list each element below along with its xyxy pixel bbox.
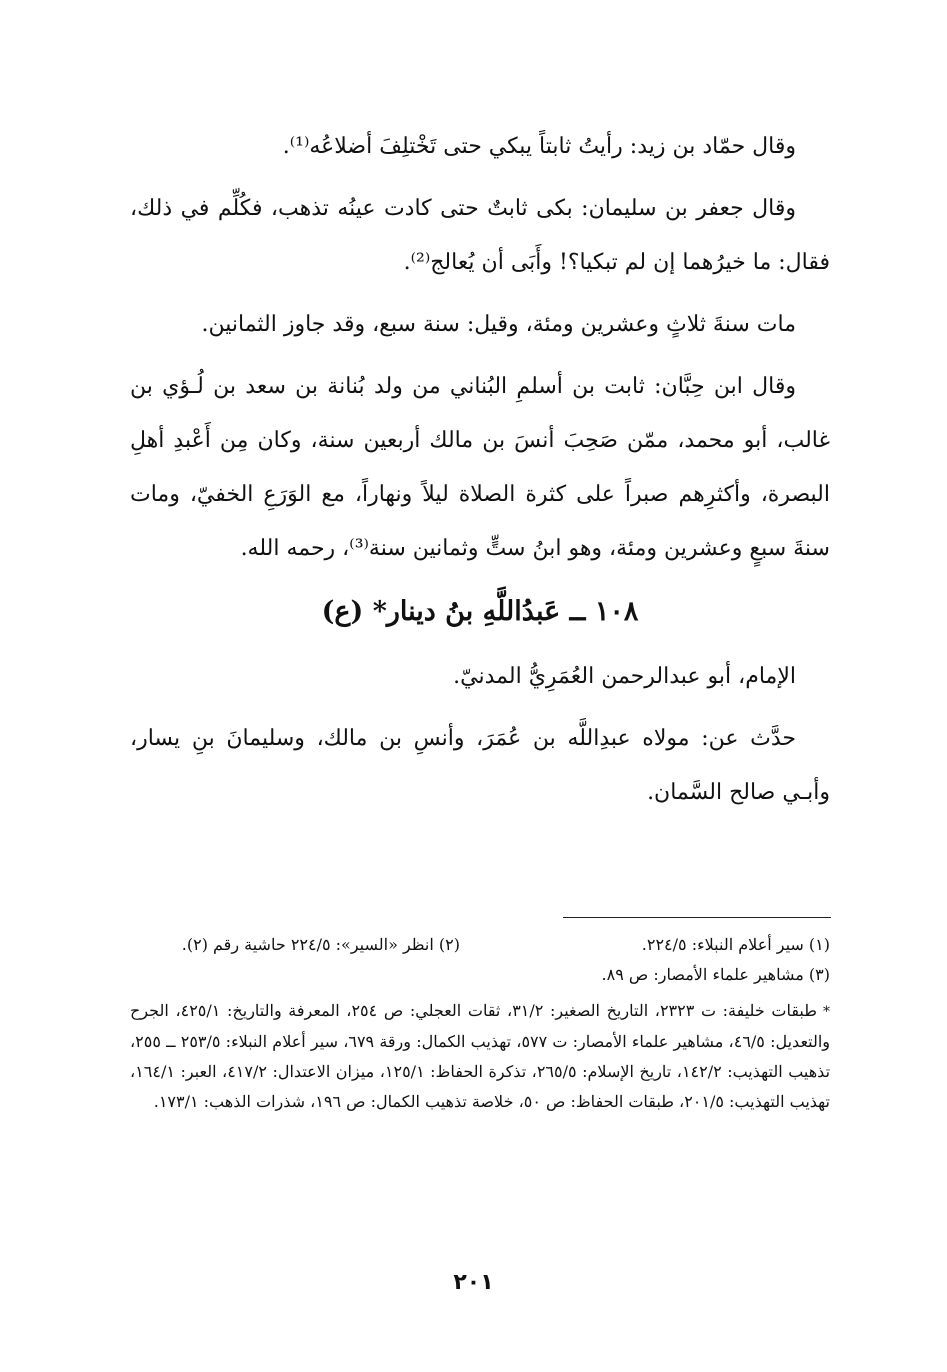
footnote-1: (١) سير أعلام النبلاء: ٢٢٤/٥.	[641, 935, 830, 954]
footnote-2: (٢) انظر «السير»: ٢٢٤/٥ حاشية رقم (٢).	[181, 935, 460, 954]
source-note	[130, 996, 830, 1117]
paragraph-jafar: وقال جعفر بن سليمان: بكى ثابتٌ حتى كادت عينُه تذهب، فكُلِّم في ذلك، فقال: ما خيرُهما إن لم تبكيا؟! وأَبَى أن يُعالج⁽²⁾.	[130, 196, 830, 275]
entry-heading: ١٠٨ ــ عَبدُاللَّهِ بنُ دينار* (ع)	[321, 596, 639, 627]
footnote-3: (٣) مشاهير علماء الأمصار: ص ٨٩.	[601, 965, 830, 984]
source-text: طبقات خليفة: ت ٢٣٢٣، التاريخ الصغير: ٣١/٢، ثقات العجلي: ص ٢٥٤، المعرفة والتاريخ: ٤٢٥/١، الجرح والتعديل: ٤٦/٥، مشاهير علماء الأمصار: ت ٥٧٧، تهذيب الكمال: ورقة ٦٧٩، سير أعلام النبلاء: ٢٥٣/٥ ــ ٢٥٥، تذهيب التهذيب: ١٤٢/٢، تاريخ الإسلام: ٢٦٥/٥، تذكرة الحفاظ: ١٢٥/١، ميزان الاعتدال: ٤١٧/٢، العبر: ١٦٤/١، تهذيب التهذيب: ٢٠١/٥، طبقات الحفاظ: ص ٥٠، خلاصة تذهيب الكمال: ص ١٩٦، شذرات الذهب: ١٧٣/١.	[130, 1001, 831, 1111]
paragraph-death: مات سنةَ ثلاثٍ وعشرين ومئة، وقيل: سنة سبع، وقد جاوز الثمانين.	[201, 312, 796, 337]
page-number: ٢٠١	[453, 1270, 494, 1295]
paragraph-imam: الإمام، أبو عبدالرحمن العُمَرِيُّ المدنيّ.	[453, 664, 796, 689]
paragraph-narrated: حدَّث عن: مولاه عبدِاللَّه بن عُمَرَ، وأنسِ بن مالك، وسليمانَ بنِ يسار، وأبـي صالح السَّمان.	[130, 726, 830, 805]
footnote-divider	[563, 917, 831, 918]
source-marker: *	[822, 1004, 830, 1020]
footnotes	[130, 930, 830, 1117]
page-body	[130, 120, 830, 828]
footnote-row	[130, 930, 830, 960]
paragraph-ibn-hibban: وقال ابن حِبَّان: ثابت بن أسلمِ البُناني من ولد بُنانة بن سعد بن لُـؤي بن غالب، أبو محمد، ممّن صَحِبَ أنسَ بن مالك أربعين سنة، وكان مِن أَعْبدِ أهلِ البصرة، وأكثرِهم صبراً على كثرة الصلاة ليلاً ونهاراً، مع الوَرَعِ الخفيّ، ومات سنةَ سبعٍ وعشرين ومئة، وهو ابنُ ستٍّ وثمانين سنة⁽³⁾، رحمه الله.	[130, 374, 830, 561]
paragraph-hammad: وقال حمّاد بن زيد: رأيتُ ثابتاً يبكي حتى تَخْتلِفَ أضلاعُه⁽¹⁾.	[282, 134, 796, 159]
